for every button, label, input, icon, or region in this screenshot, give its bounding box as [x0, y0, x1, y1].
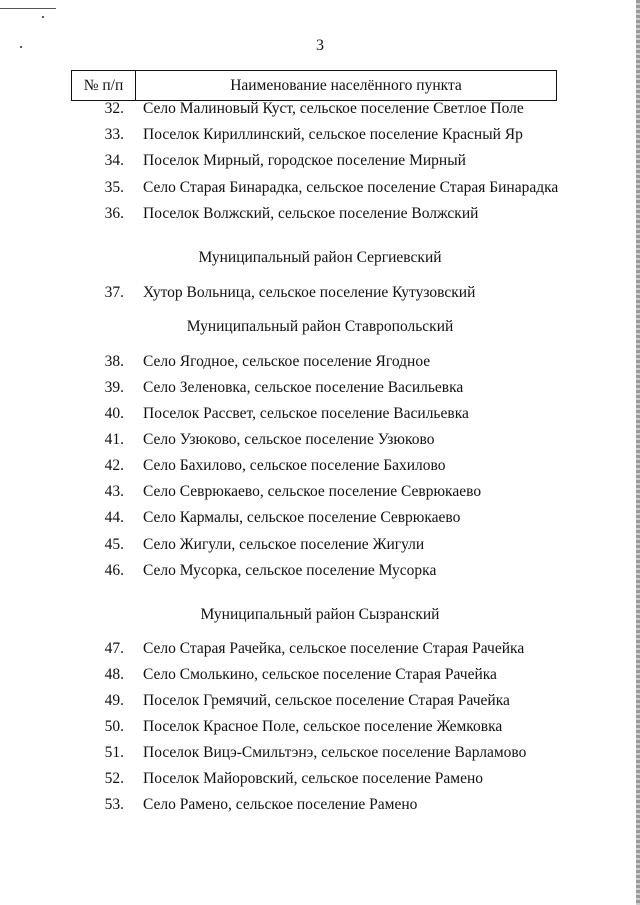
- table-row: [0, 150, 640, 172]
- settlement-name: Поселок Мирный, городское поселение Мирный: [143, 152, 466, 169]
- table-row: [0, 794, 640, 816]
- table-row: [0, 664, 640, 686]
- district-heading: Муниципальный район Сергиевский: [198, 249, 442, 266]
- settlement-name: Поселок Майоровский, сельское поселение Рамено: [143, 770, 483, 787]
- table-row: [0, 282, 640, 304]
- table-row: [0, 638, 640, 660]
- table-row: [0, 351, 640, 373]
- settlement-name: Село Жигули, сельское поселение Жигули: [143, 536, 425, 553]
- row-number: 45.: [104, 536, 124, 553]
- table-row: [0, 534, 640, 556]
- table-row: [0, 377, 640, 399]
- row-number: 50.: [104, 718, 124, 735]
- settlement-name: Село Узюково, сельское поселение Узюково: [143, 431, 435, 448]
- row-number: 52.: [104, 770, 124, 787]
- settlement-name: Село Мусорка, сельское поселение Мусорка: [143, 562, 437, 579]
- table-row: [0, 429, 640, 451]
- district-heading: Муниципальный район Сызранский: [200, 606, 440, 623]
- row-number: 53.: [104, 796, 124, 813]
- settlement-name: Село Смолькино, сельское поселение Старая Рачейка: [143, 666, 497, 683]
- settlement-name: Село Старая Рачейка, сельское поселение Старая Рачейка: [143, 640, 525, 657]
- table-row: [0, 98, 640, 120]
- row-number: 51.: [104, 744, 124, 761]
- settlement-name: Поселок Гремячий, сельское поселение Старая Рачейка: [143, 692, 510, 709]
- table-row: [0, 690, 640, 712]
- row-number: 48.: [104, 666, 124, 683]
- settlement-name: Поселок Вицэ-Смильтэнэ, сельское поселение Варламово: [143, 744, 527, 761]
- page-number: 3: [316, 37, 324, 54]
- settlement-name: Село Малиновый Куст, сельское поселение Светлое Поле: [143, 100, 524, 117]
- settlement-name: Село Севрюкаево, сельское поселение Севрюкаево: [143, 483, 482, 500]
- table-row: [0, 403, 640, 425]
- row-number: 34.: [104, 152, 124, 169]
- settlement-name: Село Зеленовка, сельское поселение Васильевка: [143, 379, 464, 396]
- row-number: 43.: [104, 483, 124, 500]
- table-row: [0, 560, 640, 582]
- settlement-name: Село Бахилово, сельское поселение Бахилово: [143, 457, 446, 474]
- row-number: 37.: [104, 284, 124, 301]
- row-number: 42.: [104, 457, 124, 474]
- row-number: 41.: [104, 431, 124, 448]
- settlement-name: Село Рамено, сельское поселение Рамено: [143, 796, 418, 813]
- row-number: 35.: [104, 179, 124, 196]
- scan-artifact-dot: [42, 16, 44, 18]
- row-number: 32.: [104, 100, 124, 117]
- row-number: 47.: [104, 640, 124, 657]
- row-number: 44.: [104, 509, 124, 526]
- table-row: [0, 742, 640, 764]
- settlement-name: Поселок Рассвет, сельское поселение Васильевка: [143, 405, 469, 422]
- settlement-name: Село Ягодное, сельское поселение Ягодное: [143, 353, 431, 370]
- district-heading: Муниципальный район Ставропольский: [186, 318, 454, 335]
- table-row: [0, 124, 640, 146]
- row-number: 46.: [104, 562, 124, 579]
- row-number: 33.: [104, 126, 124, 143]
- scan-artifact-line: [0, 8, 56, 9]
- settlement-name: Село Кармалы, сельское поселение Севрюкаево: [143, 509, 461, 526]
- table-row: [0, 768, 640, 790]
- row-number: 40.: [104, 405, 124, 422]
- settlement-name: Поселок Красное Поле, сельское поселение Жемковка: [143, 718, 503, 735]
- row-number: 49.: [104, 692, 124, 709]
- row-number: 38.: [104, 353, 124, 370]
- table-row: [0, 177, 640, 199]
- settlement-name: Село Старая Бинарадка, сельское поселение Старая Бинарадка: [143, 179, 559, 196]
- column-header-name: Наименование населённого пункта: [230, 76, 462, 94]
- table-row: [0, 455, 640, 477]
- table-row: [0, 507, 640, 529]
- row-number: 39.: [104, 379, 124, 396]
- column-header-number: № п/п: [72, 71, 136, 100]
- settlement-name: Поселок Волжский, сельское поселение Волжский: [143, 205, 479, 222]
- table-header: [71, 70, 557, 101]
- table-row: [0, 481, 640, 503]
- row-number: 36.: [104, 205, 124, 222]
- settlement-name: Поселок Кириллинский, сельское поселение Красный Яр: [143, 126, 523, 143]
- table-row: [0, 716, 640, 738]
- settlement-name: Хутор Вольница, сельское поселение Кутузовский: [143, 284, 476, 301]
- table-row: [0, 203, 640, 225]
